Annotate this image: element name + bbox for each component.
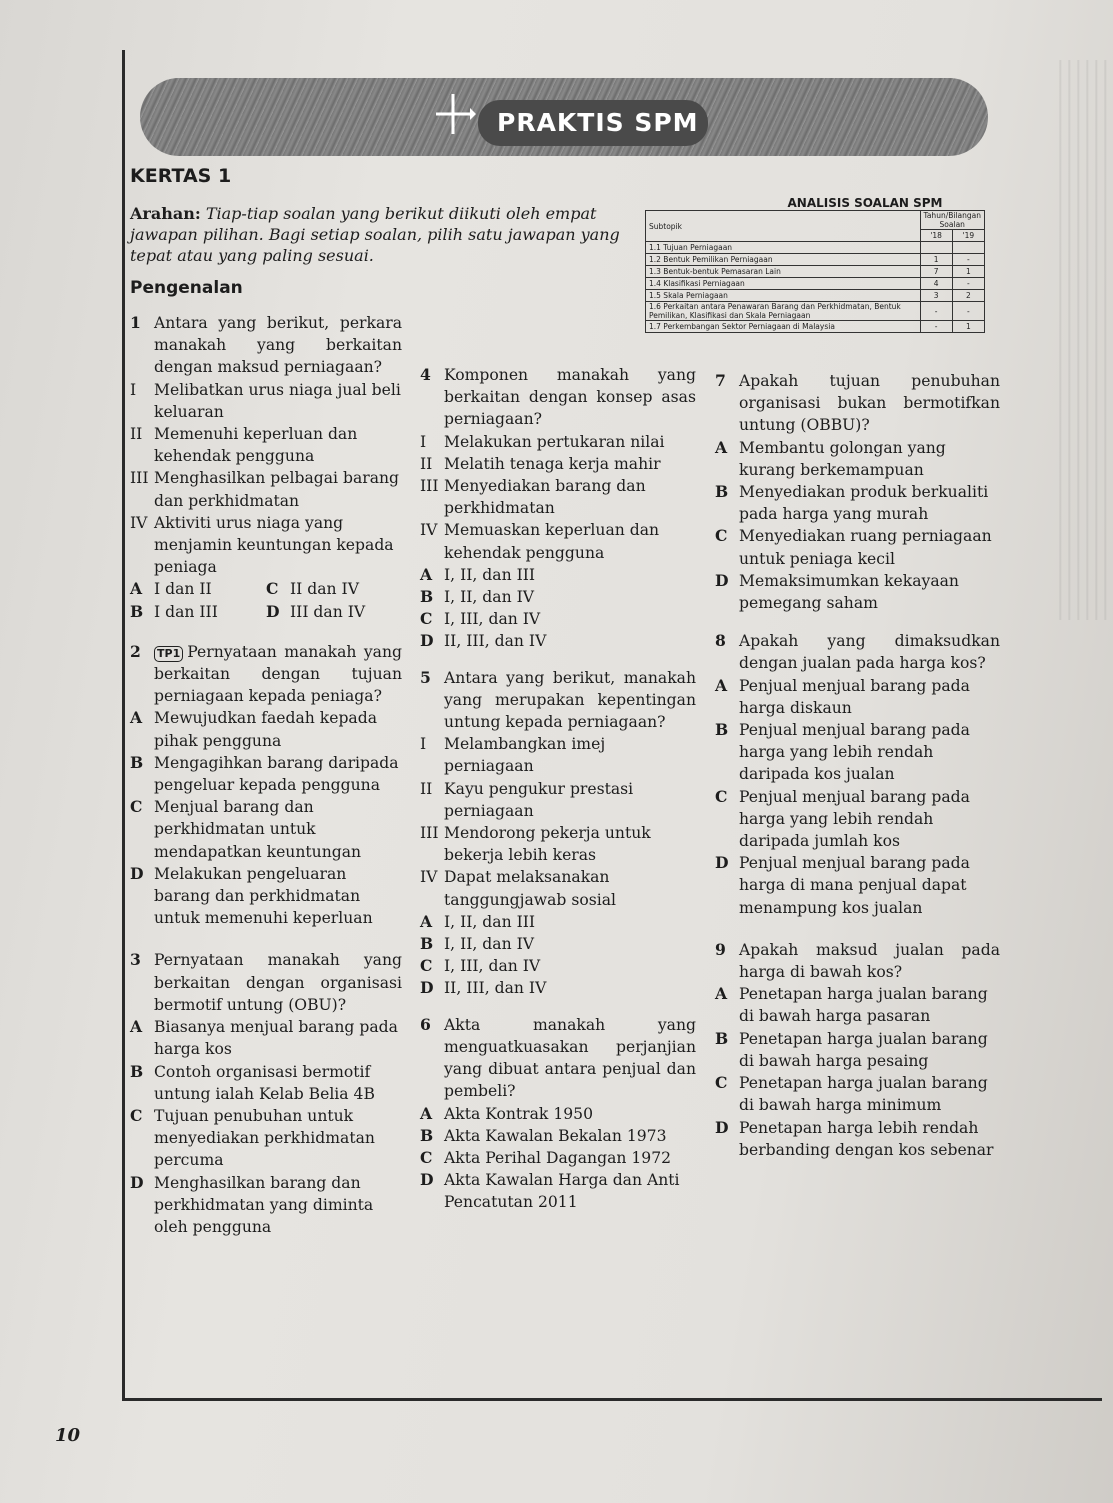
option-text: Penetapan harga jualan barang di bawah harga pesaing xyxy=(739,1029,988,1070)
option-letter: A xyxy=(130,1017,143,1037)
question-text: Komponen manakah yang berkaitan dengan konsep asas perniagaan? xyxy=(444,366,696,429)
question-7 xyxy=(715,370,1000,614)
tp1-badge: TP1 xyxy=(154,646,183,662)
option-c[interactable] xyxy=(715,786,1000,853)
question-text: Apakah maksud jualan pada harga di bawah kos? xyxy=(739,940,1000,982)
year-header: Tahun/Bilangan Soalan xyxy=(920,211,985,230)
option-d[interactable] xyxy=(715,1117,1000,1161)
column-3 xyxy=(715,370,1000,1173)
option-letter: C xyxy=(420,956,433,976)
question-number: 5 xyxy=(420,667,431,687)
option-text: Menyediakan produk berkualiti pada harga yang murah xyxy=(739,483,989,524)
statement-text: Melambangkan imej perniagaan xyxy=(444,735,606,776)
question-number: 7 xyxy=(715,371,726,390)
year-cell: '19 xyxy=(952,230,984,242)
option-text: I, III, dan IV xyxy=(444,957,541,976)
question-number: 3 xyxy=(130,950,141,970)
option-text: Menjual barang dan perkhidmatan untuk mendapatkan keuntungan xyxy=(154,798,362,861)
statement-text: Melatih tenaga kerja mahir xyxy=(444,454,661,473)
table-cell: 1.3 Bentuk-bentuk Pemasaran Lain xyxy=(646,266,921,278)
option-text: Penetapan harga jualan barang di bawah harga pasaran xyxy=(739,985,988,1026)
option-a[interactable] xyxy=(130,707,402,751)
option-c[interactable] xyxy=(130,796,402,863)
option-letter: D xyxy=(420,978,434,998)
option-text: Penjual menjual barang pada harga yang lebih rendah daripada jumlah kos xyxy=(739,787,970,851)
table-cell: 1 xyxy=(952,321,984,333)
question-text: Apakah tujuan penubuhan organisasi bukan bermotifkan untung (OBBU)? xyxy=(739,372,1000,435)
option-letter: B xyxy=(715,720,729,740)
option-text: Contoh organisasi bermotif untung ialah Kelab Belia 4B xyxy=(154,1062,375,1103)
statement-text: Melibatkan urus niaga jual beli keluaran xyxy=(154,380,401,421)
statement-number: II xyxy=(130,425,143,444)
statement-number: I xyxy=(420,432,427,451)
option-text: II dan IV xyxy=(290,580,359,599)
table-cell: 7 xyxy=(920,266,952,278)
option-c[interactable] xyxy=(130,1105,402,1172)
option-a[interactable] xyxy=(130,578,266,600)
option-text: Akta Kawalan Bekalan 1973 xyxy=(444,1126,667,1145)
option-letter: D xyxy=(715,570,729,590)
statement-number: I xyxy=(130,380,137,399)
option-a[interactable] xyxy=(715,437,1000,481)
option-letter: C xyxy=(420,609,433,629)
option-d[interactable] xyxy=(715,852,1000,919)
option-letter: A xyxy=(420,911,433,931)
option-letter: C xyxy=(130,797,143,817)
statement-number: III xyxy=(420,824,439,843)
option-text: Melakukan pengeluaran barang dan perkhidmatan untuk memenuhi keperluan xyxy=(154,864,373,928)
table-row xyxy=(646,254,985,266)
question-number: 9 xyxy=(715,939,726,959)
option-c[interactable] xyxy=(715,525,1000,569)
option-text: Menyediakan ruang perniagaan untuk peniaga kecil xyxy=(739,527,992,568)
option-d[interactable] xyxy=(420,630,696,652)
option-a[interactable] xyxy=(420,1103,696,1125)
option-b[interactable] xyxy=(130,1061,402,1105)
statement-number: I xyxy=(420,735,427,754)
option-text: I dan II xyxy=(154,580,212,599)
table-cell: - xyxy=(952,278,984,290)
option-text: II, III, dan IV xyxy=(444,632,547,651)
question-3 xyxy=(130,949,402,1238)
table-row xyxy=(646,290,985,302)
option-text: Membantu golongan yang kurang berkemampuan xyxy=(739,438,946,479)
statement-text: Aktiviti urus niaga yang menjamin keuntungan kepada peniaga xyxy=(154,513,394,577)
option-letter: B xyxy=(420,587,434,607)
statement-text: Menyediakan barang dan perkhidmatan xyxy=(444,477,646,518)
option-d[interactable] xyxy=(715,570,1000,614)
instructions-label: Arahan: xyxy=(130,204,201,223)
option-text: Penjual menjual barang pada harga yang lebih rendah daripada kos jualan xyxy=(739,721,970,784)
table-cell: 1.1 Tujuan Perniagaan xyxy=(646,242,921,254)
option-text: Biasanya menjual barang pada harga kos xyxy=(154,1018,398,1059)
option-text: I, II, dan IV xyxy=(444,935,535,954)
option-text: Mengagihkan barang daripada pengeluar kepada pengguna xyxy=(154,753,399,795)
question-number: 2 xyxy=(130,641,141,661)
table-cell xyxy=(952,242,984,254)
option-c[interactable] xyxy=(420,955,696,977)
option-text: II, III, dan IV xyxy=(444,979,547,998)
option-a[interactable] xyxy=(130,1016,402,1060)
question-number: 4 xyxy=(420,365,431,384)
plus-arrow-icon xyxy=(430,94,476,134)
option-b[interactable] xyxy=(420,933,696,955)
table-row xyxy=(646,266,985,278)
table-cell: 1.2 Bentuk Pemilikan Perniagaan xyxy=(646,254,921,266)
statement-text: Dapat melaksanakan tanggungjawab sosial xyxy=(444,868,617,909)
option-letter: C xyxy=(715,526,728,546)
option-letter: B xyxy=(130,752,144,772)
option-text: Penetapan harga jualan barang di bawah harga minimum xyxy=(739,1074,988,1115)
option-text: Menghasilkan barang dan perkhidmatan yang diminta oleh pengguna xyxy=(154,1173,374,1236)
question-text-body: Pernyataan manakah yang berkaitan dengan tujuan perniagaan kepada peniaga? xyxy=(154,642,402,706)
option-letter: C xyxy=(420,1147,433,1167)
option-letter: C xyxy=(715,1073,728,1093)
table-cell: 2 xyxy=(952,290,984,302)
option-c[interactable] xyxy=(420,1147,696,1169)
table-row xyxy=(646,242,985,254)
question-text: Antara yang berikut, perkara manakah yang berkaitan dengan maksud perniagaan? xyxy=(154,314,402,377)
option-letter: A xyxy=(130,708,143,728)
option-letter: A xyxy=(420,564,433,584)
page-edge-texture xyxy=(1053,60,1113,620)
option-b[interactable] xyxy=(130,601,266,623)
column-1 xyxy=(130,312,402,1250)
option-c[interactable] xyxy=(715,1072,1000,1116)
option-a[interactable] xyxy=(715,983,1000,1027)
option-text: I, II, dan III xyxy=(444,912,536,931)
question-text: Apakah yang dimaksudkan dengan jualan pada harga kos? xyxy=(739,632,1000,673)
frame-left-rule xyxy=(122,50,125,1400)
table-cell: 1 xyxy=(952,266,984,278)
table-row xyxy=(646,321,985,333)
option-letter: D xyxy=(130,1172,144,1192)
option-letter: D xyxy=(420,631,434,651)
question-text: Akta manakah yang menguatkuasakan perjanjian yang dibuat antara penjual dan pembeli? xyxy=(444,1015,696,1101)
question-text xyxy=(154,641,402,708)
frame-bottom-rule xyxy=(122,1398,1102,1401)
option-letter: C xyxy=(266,579,279,599)
option-b[interactable] xyxy=(715,719,1000,786)
table-row xyxy=(646,302,985,321)
option-c[interactable] xyxy=(420,608,696,630)
option-b[interactable] xyxy=(420,586,696,608)
analysis-table-box xyxy=(645,196,985,333)
option-text: Penetapan harga lebih rendah berbanding dengan kos sebenar xyxy=(739,1118,994,1159)
banner-title: PRAKTIS SPM xyxy=(497,108,699,137)
table-cell xyxy=(920,242,952,254)
analysis-table-title: ANALISIS SOALAN SPM xyxy=(787,196,943,210)
option-d[interactable] xyxy=(266,601,402,623)
column-2 xyxy=(420,364,696,1226)
option-letter: A xyxy=(420,1103,433,1123)
option-text: Memaksimumkan kekayaan pemegang saham xyxy=(739,571,959,613)
question-2 xyxy=(130,641,402,930)
question-4 xyxy=(420,364,696,653)
question-text: Pernyataan manakah yang berkaitan dengan organisasi bermotif untung (OBU)? xyxy=(154,951,402,1014)
option-d[interactable] xyxy=(130,863,402,930)
question-text: Antara yang berikut, manakah yang merupakan kepentingan untung kepada perniagaan? xyxy=(444,668,696,732)
option-c[interactable] xyxy=(266,578,402,600)
option-letter: A xyxy=(715,675,728,695)
table-row xyxy=(646,278,985,290)
table-cell: 4 xyxy=(920,278,952,290)
table-cell: 1.7 Perkembangan Sektor Perniagaan di Malaysia xyxy=(646,321,921,333)
subtopic-header: Subtopik xyxy=(646,211,921,242)
instructions xyxy=(130,203,630,266)
analysis-table-header-row xyxy=(646,211,985,230)
instructions-text: Tiap-tiap soalan yang berikut diikuti oleh empat jawapan pilihan. Bagi setiap soalan, pilih satu jawapan yang tepat atau yang paling sesuai. xyxy=(130,204,620,265)
option-letter: C xyxy=(715,786,728,806)
statement-number: IV xyxy=(420,521,438,540)
option-text: Mewujudkan faedah kepada pihak pengguna xyxy=(154,709,378,750)
statement-number: II xyxy=(420,454,433,473)
option-d[interactable] xyxy=(420,1169,696,1213)
year-cell: '18 xyxy=(920,230,952,242)
option-text: I dan III xyxy=(154,602,218,621)
table-cell: 3 xyxy=(920,290,952,302)
section-title: Pengenalan xyxy=(130,278,243,298)
question-1 xyxy=(130,312,402,623)
option-text: Tujuan penubuhan untuk menyediakan perkhidmatan percuma xyxy=(154,1106,375,1170)
option-text: Akta Perihal Dagangan 1972 xyxy=(444,1148,672,1167)
option-letter: D xyxy=(420,1170,434,1190)
option-text: Penjual menjual barang pada harga diskaun xyxy=(739,676,970,717)
page-number: 10 xyxy=(55,1425,81,1446)
question-9 xyxy=(715,939,1000,1161)
paper-label: KERTAS 1 xyxy=(130,165,232,187)
option-d[interactable] xyxy=(130,1172,402,1239)
option-a[interactable] xyxy=(420,911,696,933)
option-letter: D xyxy=(715,1117,729,1137)
option-letter: A xyxy=(130,579,143,599)
option-text: I, II, dan IV xyxy=(444,588,535,607)
option-text: Penjual menjual barang pada harga di mana penjual dapat menampung kos jualan xyxy=(739,854,970,917)
option-b[interactable] xyxy=(420,1125,696,1147)
option-letter: B xyxy=(130,601,144,621)
statement-text: Kayu pengukur prestasi perniagaan xyxy=(444,779,634,820)
statement-text: Mendorong pekerja untuk bekerja lebih keras xyxy=(444,824,651,865)
table-cell: 1.6 Perkaitan antara Penawaran Barang dan Perkhidmatan, Bentuk Pemilikan, Klasifikasi dan Skala Perniagaan xyxy=(646,302,921,321)
option-b[interactable] xyxy=(715,1028,1000,1072)
statement-number: II xyxy=(420,779,433,798)
statement-number: IV xyxy=(130,513,148,532)
table-cell: - xyxy=(920,321,952,333)
option-letter: B xyxy=(715,1028,729,1048)
option-text: III dan IV xyxy=(290,602,366,621)
option-letter: D xyxy=(266,601,280,621)
option-text: I, II, dan III xyxy=(444,565,536,584)
question-5 xyxy=(420,667,696,1000)
table-cell: - xyxy=(952,254,984,266)
option-d[interactable] xyxy=(420,977,696,999)
table-cell: - xyxy=(920,302,952,321)
question-6 xyxy=(420,1014,696,1214)
option-letter: D xyxy=(715,853,729,873)
table-cell: 1.4 Klasifikasi Perniagaan xyxy=(646,278,921,290)
table-cell: - xyxy=(952,302,984,321)
option-text: Akta Kawalan Harga dan Anti Pencatutan 2011 xyxy=(444,1171,680,1212)
option-letter: A xyxy=(715,437,728,457)
option-b[interactable] xyxy=(715,481,1000,525)
option-a[interactable] xyxy=(420,564,696,586)
option-letter: B xyxy=(420,934,434,954)
option-b[interactable] xyxy=(130,752,402,796)
option-a[interactable] xyxy=(715,675,1000,719)
statement-number: III xyxy=(130,469,149,488)
option-text: Akta Kontrak 1950 xyxy=(444,1104,594,1123)
question-number: 8 xyxy=(715,631,726,651)
statement-number: IV xyxy=(420,868,438,887)
statement-text: Memuaskan keperluan dan kehendak pengguna xyxy=(444,521,660,562)
option-text: I, III, dan IV xyxy=(444,610,541,629)
option-letter: A xyxy=(715,984,728,1004)
statement-text: Menghasilkan pelbagai barang dan perkhidmatan xyxy=(154,469,400,510)
question-8 xyxy=(715,630,1000,919)
table-cell: 1.5 Skala Perniagaan xyxy=(646,290,921,302)
option-letter: B xyxy=(130,1061,144,1081)
statement-text: Memenuhi keperluan dan kehendak pengguna xyxy=(154,425,358,466)
question-number: 6 xyxy=(420,1014,431,1034)
option-letter: B xyxy=(420,1125,434,1145)
statement-text: Melakukan pertukaran nilai xyxy=(444,432,665,451)
analysis-table xyxy=(645,210,985,333)
table-cell: 1 xyxy=(920,254,952,266)
option-letter: D xyxy=(130,863,144,883)
statement-number: III xyxy=(420,477,439,496)
option-letter: C xyxy=(130,1105,143,1125)
option-letter: B xyxy=(715,482,729,502)
question-number: 1 xyxy=(130,313,141,332)
